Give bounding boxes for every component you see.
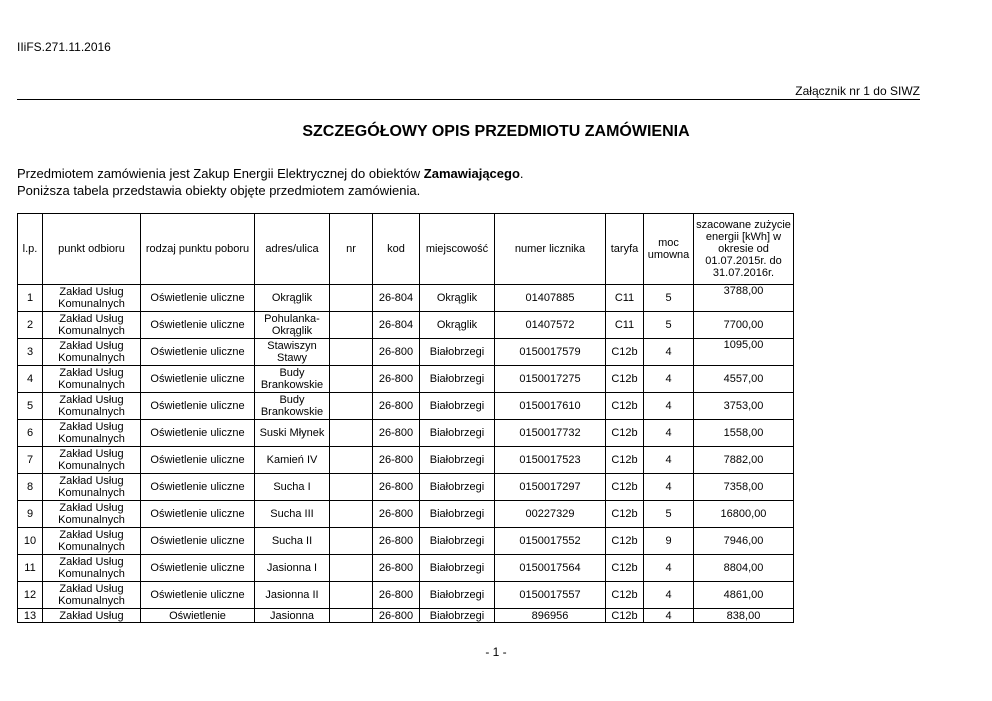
cell-rodzaj-punktu: Oświetlenie uliczne xyxy=(141,447,255,474)
cell-rodzaj-punktu: Oświetlenie uliczne xyxy=(141,501,255,528)
cell-moc-umowna: 4 xyxy=(644,609,694,623)
cell-taryfa: C12b xyxy=(606,501,644,528)
cell-nr xyxy=(330,501,373,528)
cell-moc-umowna: 4 xyxy=(644,555,694,582)
intro-line-1-prefix: Przedmiotem zamówienia jest Zakup Energii Elektrycznej do obiektów xyxy=(17,166,424,181)
header-taryfa: taryfa xyxy=(606,214,644,285)
cell-adres: Pohulanka-Okrąglik xyxy=(255,312,330,339)
cell-kod: 26-804 xyxy=(373,285,420,312)
cell-punkt-odbioru: Zakład Usług Komunalnych xyxy=(43,339,141,366)
cell-zuzycie: 838,00 xyxy=(694,609,794,623)
cell-miejscowosc: Białobrzegi xyxy=(420,501,495,528)
cell-moc-umowna: 4 xyxy=(644,366,694,393)
cell-taryfa: C12b xyxy=(606,420,644,447)
table-row xyxy=(18,312,794,339)
cell-taryfa: C12b xyxy=(606,339,644,366)
cell-zuzycie: 8804,00 xyxy=(694,555,794,582)
cell-adres: Budy Brankowskie xyxy=(255,393,330,420)
cell-rodzaj-punktu: Oświetlenie uliczne xyxy=(141,420,255,447)
cell-lp: 6 xyxy=(18,420,43,447)
cell-numer-licznika: 0150017275 xyxy=(495,366,606,393)
header-miejscowosc: miejscowość xyxy=(420,214,495,285)
cell-kod: 26-800 xyxy=(373,555,420,582)
cell-moc-umowna: 4 xyxy=(644,447,694,474)
intro-line-1-bold: Zamawiającego xyxy=(423,166,520,181)
cell-punkt-odbioru: Zakład Usług Komunalnych xyxy=(43,366,141,393)
objects-table xyxy=(17,213,794,623)
cell-zuzycie: 1558,00 xyxy=(694,420,794,447)
cell-adres: Suski Młynek xyxy=(255,420,330,447)
cell-lp: 3 xyxy=(18,339,43,366)
cell-numer-licznika: 0150017523 xyxy=(495,447,606,474)
header-rodzaj-punktu: rodzaj punktu poboru xyxy=(141,214,255,285)
cell-adres: Sucha I xyxy=(255,474,330,501)
cell-nr xyxy=(330,420,373,447)
table-row xyxy=(18,582,794,609)
cell-zuzycie: 1095,00 xyxy=(694,339,794,366)
cell-zuzycie: 7882,00 xyxy=(694,447,794,474)
cell-miejscowosc: Białobrzegi xyxy=(420,393,495,420)
cell-moc-umowna: 5 xyxy=(644,285,694,312)
table-body xyxy=(18,285,794,623)
cell-numer-licznika: 01407885 xyxy=(495,285,606,312)
cell-kod: 26-800 xyxy=(373,339,420,366)
cell-adres: Kamień IV xyxy=(255,447,330,474)
cell-numer-licznika: 0150017610 xyxy=(495,393,606,420)
cell-lp: 9 xyxy=(18,501,43,528)
cell-lp: 13 xyxy=(18,609,43,623)
cell-moc-umowna: 4 xyxy=(644,474,694,501)
table-row xyxy=(18,393,794,420)
cell-kod: 26-800 xyxy=(373,582,420,609)
cell-numer-licznika: 0150017564 xyxy=(495,555,606,582)
cell-numer-licznika: 0150017552 xyxy=(495,528,606,555)
table-row xyxy=(18,501,794,528)
table-row xyxy=(18,447,794,474)
cell-punkt-odbioru: Zakład Usług Komunalnych xyxy=(43,474,141,501)
table-row xyxy=(18,420,794,447)
table-row xyxy=(18,555,794,582)
cell-punkt-odbioru: Zakład Usług Komunalnych xyxy=(43,420,141,447)
header-kod: kod xyxy=(373,214,420,285)
cell-rodzaj-punktu: Oświetlenie xyxy=(141,609,255,623)
header-moc-umowna: moc umowna xyxy=(644,214,694,285)
cell-kod: 26-804 xyxy=(373,312,420,339)
table-row xyxy=(18,285,794,312)
cell-punkt-odbioru: Zakład Usług Komunalnych xyxy=(43,582,141,609)
cell-taryfa: C12b xyxy=(606,393,644,420)
cell-moc-umowna: 9 xyxy=(644,528,694,555)
cell-adres: Budy Brankowskie xyxy=(255,366,330,393)
cell-rodzaj-punktu: Oświetlenie uliczne xyxy=(141,555,255,582)
cell-miejscowosc: Białobrzegi xyxy=(420,609,495,623)
cell-rodzaj-punktu: Oświetlenie uliczne xyxy=(141,393,255,420)
page-number: - 1 - xyxy=(485,645,507,659)
cell-taryfa: C12b xyxy=(606,447,644,474)
cell-nr xyxy=(330,366,373,393)
cell-taryfa: C12b xyxy=(606,528,644,555)
cell-zuzycie: 3788,00 xyxy=(694,285,794,312)
cell-punkt-odbioru: Zakład Usług xyxy=(43,609,141,623)
table-row xyxy=(18,474,794,501)
cell-lp: 1 xyxy=(18,285,43,312)
cell-punkt-odbioru: Zakład Usług Komunalnych xyxy=(43,555,141,582)
cell-adres: Sucha II xyxy=(255,528,330,555)
cell-rodzaj-punktu: Oświetlenie uliczne xyxy=(141,528,255,555)
cell-miejscowosc: Białobrzegi xyxy=(420,528,495,555)
intro-line-2: Poniższa tabela przedstawia obiekty objęte przedmiotem zamówienia. xyxy=(17,183,421,198)
intro-line-1 xyxy=(17,165,524,182)
header-divider xyxy=(17,99,920,100)
header-numer-licznika: numer licznika xyxy=(495,214,606,285)
cell-punkt-odbioru: Zakład Usług Komunalnych xyxy=(43,501,141,528)
cell-lp: 7 xyxy=(18,447,43,474)
cell-miejscowosc: Białobrzegi xyxy=(420,366,495,393)
cell-adres: Jasionna II xyxy=(255,582,330,609)
cell-moc-umowna: 4 xyxy=(644,339,694,366)
cell-rodzaj-punktu: Oświetlenie uliczne xyxy=(141,339,255,366)
cell-numer-licznika: 0150017297 xyxy=(495,474,606,501)
cell-lp: 11 xyxy=(18,555,43,582)
cell-lp: 4 xyxy=(18,366,43,393)
cell-adres: Sucha III xyxy=(255,501,330,528)
cell-numer-licznika: 0150017557 xyxy=(495,582,606,609)
header-adres: adres/ulica xyxy=(255,214,330,285)
intro-text xyxy=(17,165,524,199)
cell-nr xyxy=(330,528,373,555)
cell-zuzycie: 7358,00 xyxy=(694,474,794,501)
cell-taryfa: C12b xyxy=(606,555,644,582)
cell-miejscowosc: Białobrzegi xyxy=(420,474,495,501)
cell-nr xyxy=(330,582,373,609)
cell-numer-licznika: 00227329 xyxy=(495,501,606,528)
cell-taryfa: C11 xyxy=(606,312,644,339)
cell-taryfa: C12b xyxy=(606,582,644,609)
cell-zuzycie: 3753,00 xyxy=(694,393,794,420)
cell-nr xyxy=(330,339,373,366)
cell-punkt-odbioru: Zakład Usług Komunalnych xyxy=(43,447,141,474)
cell-punkt-odbioru: Zakład Usług Komunalnych xyxy=(43,285,141,312)
cell-moc-umowna: 5 xyxy=(644,312,694,339)
cell-kod: 26-800 xyxy=(373,420,420,447)
table-row xyxy=(18,609,794,623)
header-zuzycie: szacowane zużycie energii [kWh] w okresie od 01.07.2015r. do 31.07.2016r. xyxy=(694,214,794,285)
cell-punkt-odbioru: Zakład Usług Komunalnych xyxy=(43,393,141,420)
cell-miejscowosc: Okrąglik xyxy=(420,285,495,312)
cell-miejscowosc: Białobrzegi xyxy=(420,339,495,366)
cell-lp: 2 xyxy=(18,312,43,339)
table-row xyxy=(18,366,794,393)
cell-nr xyxy=(330,555,373,582)
header-lp: l.p. xyxy=(18,214,43,285)
cell-taryfa: C12b xyxy=(606,366,644,393)
cell-moc-umowna: 4 xyxy=(644,393,694,420)
cell-kod: 26-800 xyxy=(373,447,420,474)
cell-numer-licznika: 0150017579 xyxy=(495,339,606,366)
cell-lp: 5 xyxy=(18,393,43,420)
cell-zuzycie: 7946,00 xyxy=(694,528,794,555)
cell-rodzaj-punktu: Oświetlenie uliczne xyxy=(141,312,255,339)
cell-rodzaj-punktu: Oświetlenie uliczne xyxy=(141,366,255,393)
cell-nr xyxy=(330,447,373,474)
cell-moc-umowna: 4 xyxy=(644,420,694,447)
cell-numer-licznika: 0150017732 xyxy=(495,420,606,447)
table-header-row xyxy=(18,214,794,285)
cell-miejscowosc: Białobrzegi xyxy=(420,555,495,582)
cell-kod: 26-800 xyxy=(373,393,420,420)
cell-zuzycie: 4557,00 xyxy=(694,366,794,393)
cell-adres: Jasionna I xyxy=(255,555,330,582)
cell-nr xyxy=(330,285,373,312)
cell-moc-umowna: 4 xyxy=(644,582,694,609)
cell-moc-umowna: 5 xyxy=(644,501,694,528)
cell-rodzaj-punktu: Oświetlenie uliczne xyxy=(141,474,255,501)
cell-miejscowosc: Białobrzegi xyxy=(420,420,495,447)
cell-punkt-odbioru: Zakład Usług Komunalnych xyxy=(43,312,141,339)
cell-kod: 26-800 xyxy=(373,528,420,555)
cell-adres: Jasionna xyxy=(255,609,330,623)
header-nr: nr xyxy=(330,214,373,285)
cell-taryfa: C12b xyxy=(606,609,644,623)
cell-rodzaj-punktu: Oświetlenie uliczne xyxy=(141,582,255,609)
cell-rodzaj-punktu: Oświetlenie uliczne xyxy=(141,285,255,312)
document-reference: IIiFS.271.11.2016 xyxy=(17,40,111,54)
cell-nr xyxy=(330,474,373,501)
cell-nr xyxy=(330,312,373,339)
cell-punkt-odbioru: Zakład Usług Komunalnych xyxy=(43,528,141,555)
cell-numer-licznika: 01407572 xyxy=(495,312,606,339)
cell-adres: Stawiszyn Stawy xyxy=(255,339,330,366)
cell-zuzycie: 4861,00 xyxy=(694,582,794,609)
cell-numer-licznika: 896956 xyxy=(495,609,606,623)
cell-kod: 26-800 xyxy=(373,501,420,528)
cell-lp: 12 xyxy=(18,582,43,609)
table-row xyxy=(18,528,794,555)
cell-lp: 8 xyxy=(18,474,43,501)
cell-miejscowosc: Białobrzegi xyxy=(420,447,495,474)
page-title: SZCZEGÓŁOWY OPIS PRZEDMIOTU ZAMÓWIENIA xyxy=(302,123,690,140)
cell-kod: 26-800 xyxy=(373,366,420,393)
table-row xyxy=(18,339,794,366)
cell-adres: Okrąglik xyxy=(255,285,330,312)
cell-miejscowosc: Okrąglik xyxy=(420,312,495,339)
header-punkt-odbioru: punkt odbioru xyxy=(43,214,141,285)
cell-kod: 26-800 xyxy=(373,609,420,623)
cell-kod: 26-800 xyxy=(373,474,420,501)
cell-nr xyxy=(330,609,373,623)
intro-line-1-suffix: . xyxy=(519,166,524,181)
cell-zuzycie: 16800,00 xyxy=(694,501,794,528)
cell-miejscowosc: Białobrzegi xyxy=(420,582,495,609)
annex-label: Załącznik nr 1 do SIWZ xyxy=(795,84,920,98)
cell-taryfa: C12b xyxy=(606,474,644,501)
cell-zuzycie: 7700,00 xyxy=(694,312,794,339)
cell-nr xyxy=(330,393,373,420)
cell-taryfa: C11 xyxy=(606,285,644,312)
cell-lp: 10 xyxy=(18,528,43,555)
